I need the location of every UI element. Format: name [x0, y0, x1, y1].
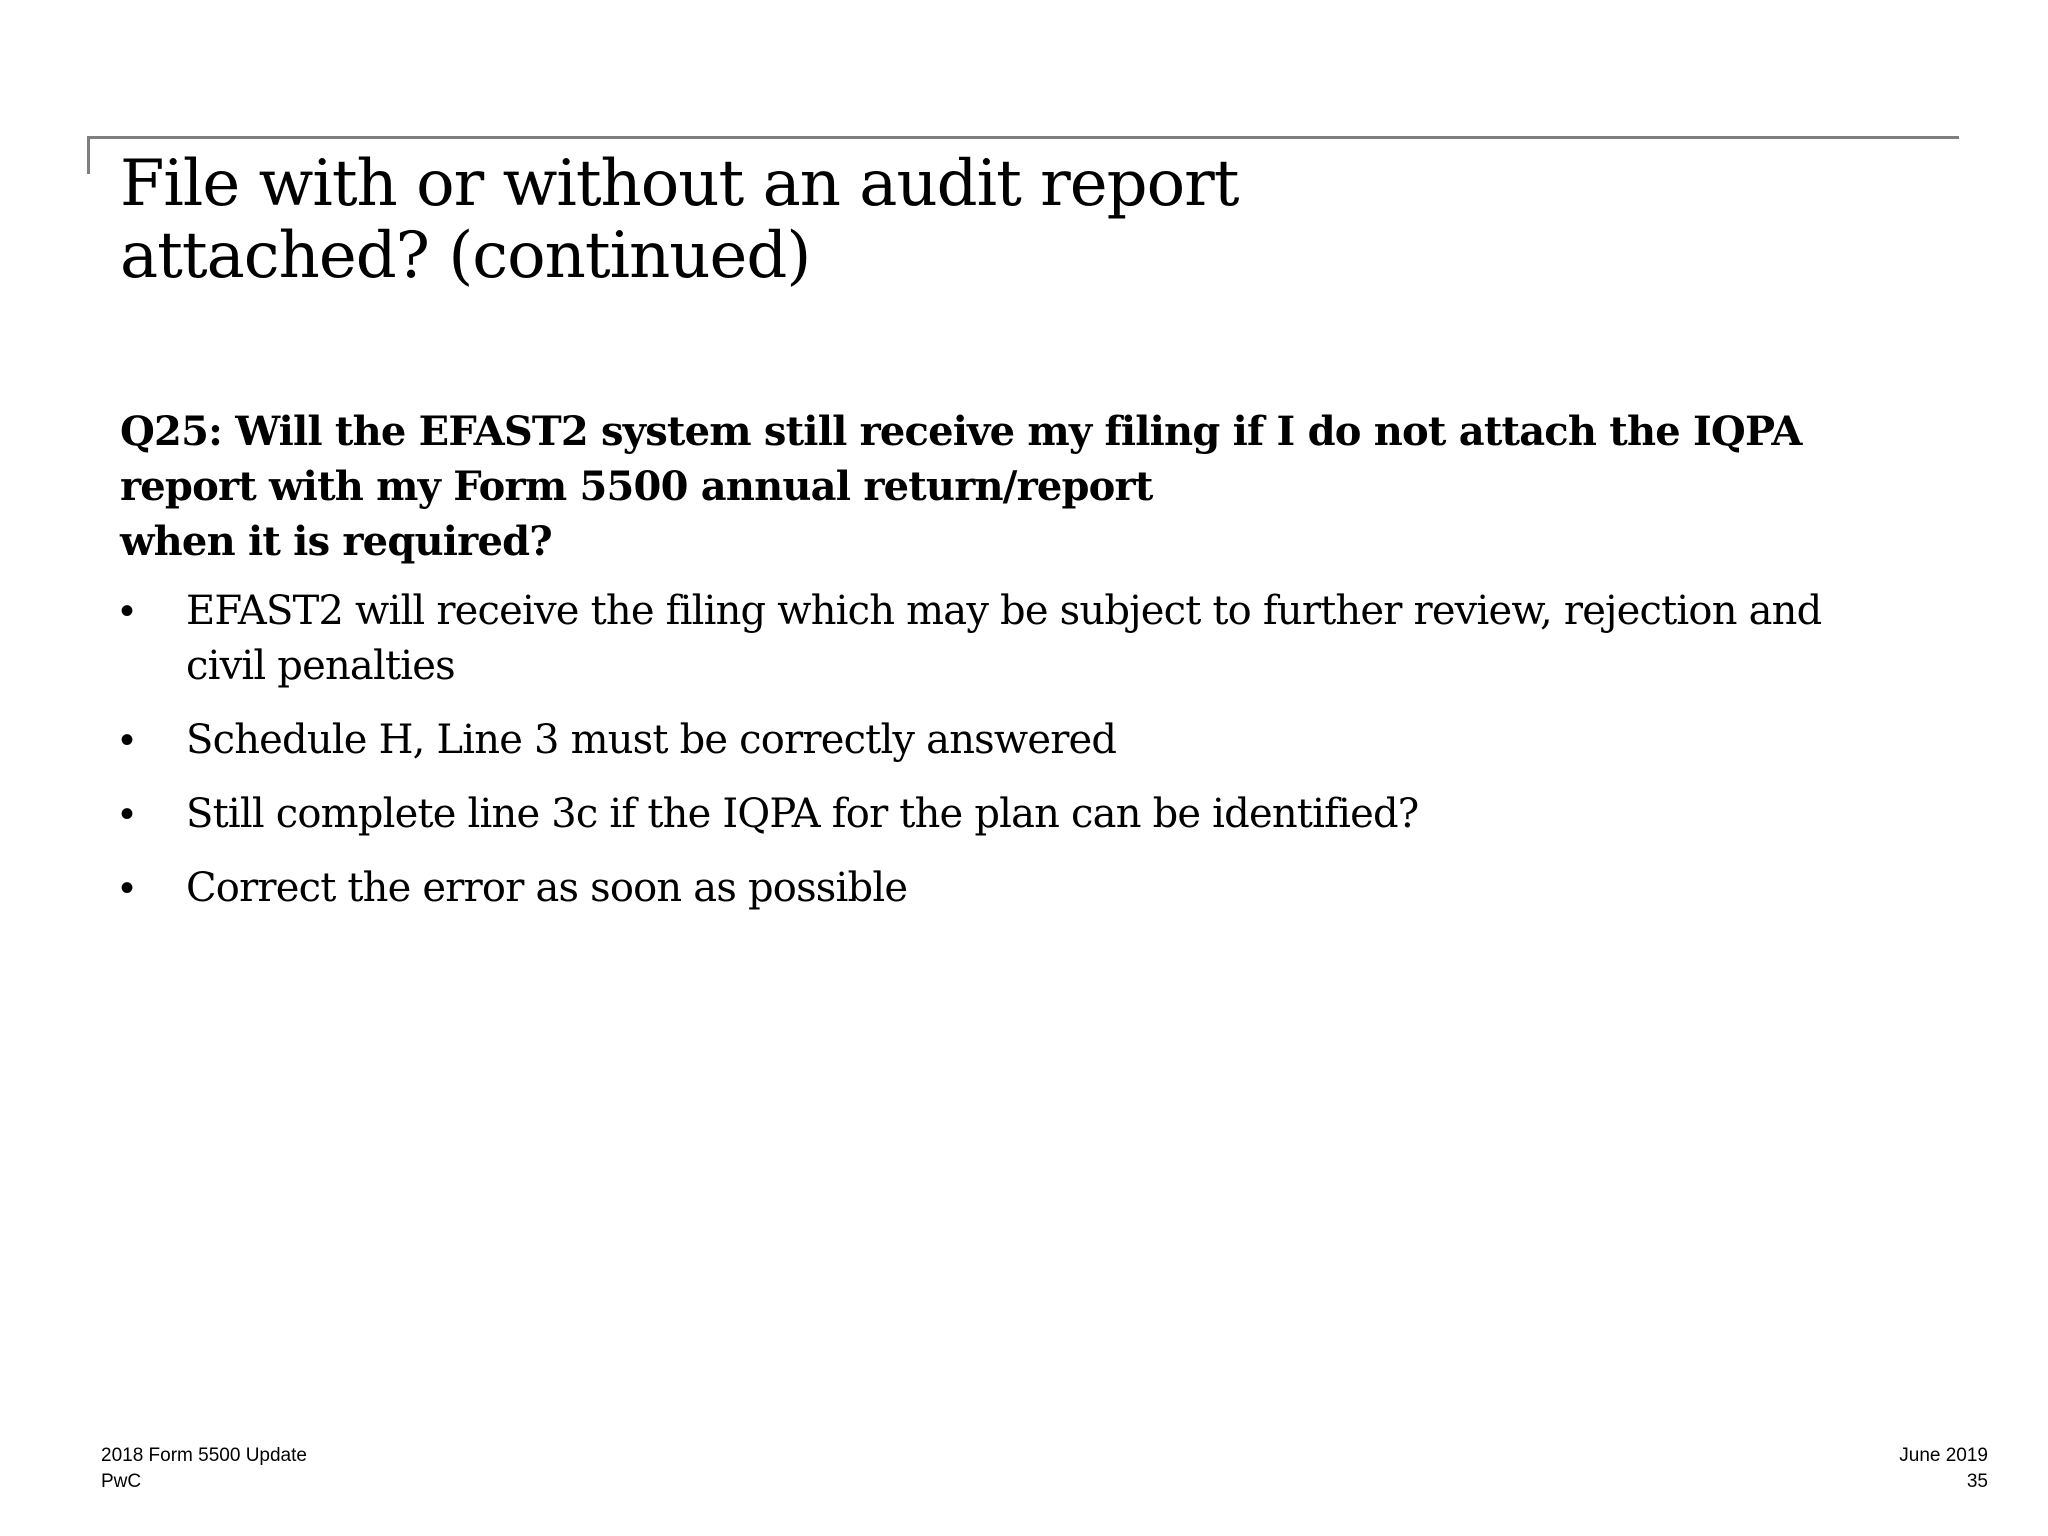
question-line: report with my Form 5500 annual return/report	[120, 463, 1153, 510]
footer-left	[101, 1443, 307, 1495]
bullet-item	[120, 861, 1980, 916]
title-rule-tick	[87, 136, 90, 174]
question-line: Q25: Will the EFAST2 system still receive my filing if I do not attach the IQPA	[120, 408, 1802, 455]
bullet-item	[120, 713, 1980, 768]
bullet-marker: •	[120, 718, 134, 762]
question-heading	[120, 404, 1970, 569]
bullet-text: EFAST2 will receive the filing which may be subject to further review, rejection and	[186, 588, 1822, 634]
bullet-text: Correct the error as soon as possible	[186, 865, 908, 911]
bullet-text: Still complete line 3c if the IQPA for the plan can be identified?	[186, 791, 1419, 837]
footer-date: June 2019	[1899, 1445, 1988, 1466]
bullet-text: civil penalties	[186, 643, 455, 689]
bullet-marker: •	[120, 792, 134, 836]
bullet-marker: •	[120, 866, 134, 910]
title-rule	[87, 136, 1959, 139]
slide-title-line: File with or without an audit report	[120, 147, 1239, 221]
footer-right	[1899, 1443, 1988, 1495]
slide-title-line: attached? (continued)	[120, 219, 811, 293]
bullet-item	[120, 787, 1980, 842]
slide-title	[120, 148, 1620, 292]
bullet-marker: •	[120, 589, 134, 633]
bullet-item	[120, 584, 1980, 694]
page-number: 35	[1966, 1471, 1988, 1492]
bullet-text: Schedule H, Line 3 must be correctly answered	[186, 717, 1117, 763]
footer-company: PwC	[101, 1471, 142, 1492]
question-line: when it is required?	[120, 518, 552, 565]
bullet-list	[120, 584, 1980, 935]
footer-presentation-title: 2018 Form 5500 Update	[101, 1445, 307, 1466]
